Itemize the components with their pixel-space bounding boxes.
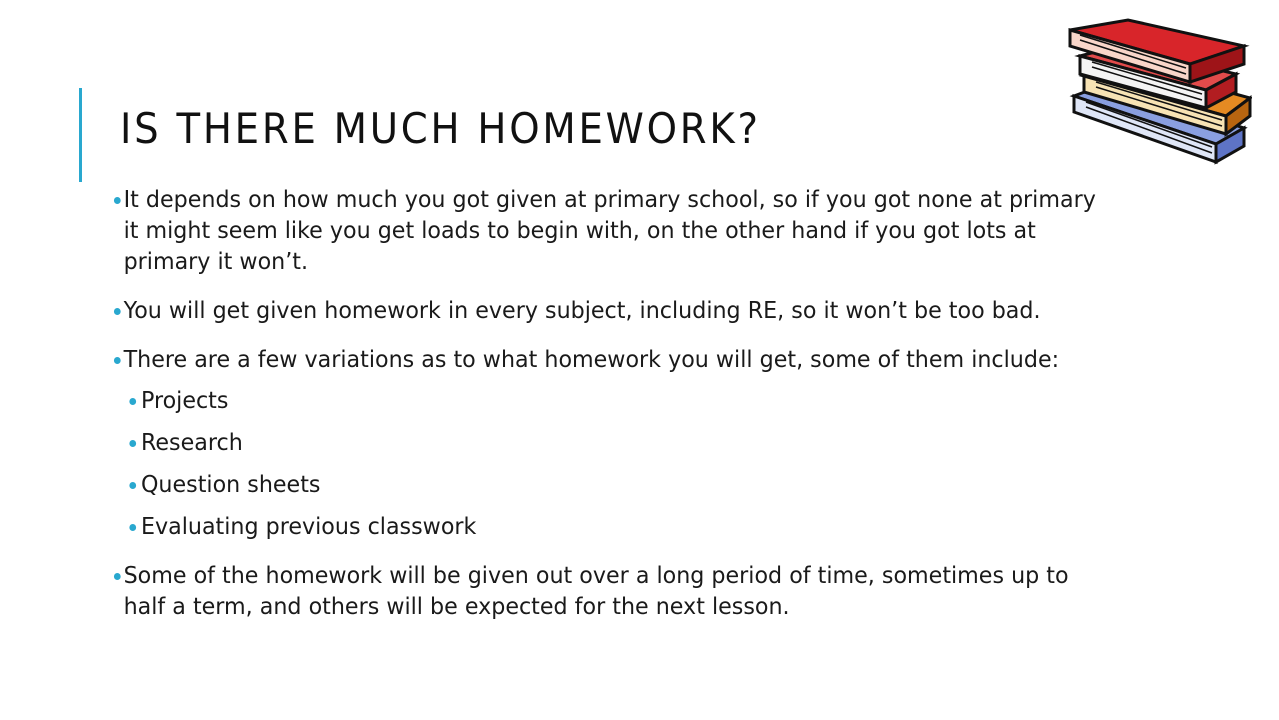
bullet-dot	[114, 197, 121, 204]
sub-bullet-text: Evaluating previous classwork	[140, 514, 477, 540]
slide-body	[112, 185, 1106, 623]
sub-bullet-text: Research	[140, 430, 243, 456]
books-stack-icon	[1066, 16, 1252, 178]
sub-bullet-item	[112, 386, 1106, 417]
bullet-dot	[129, 482, 136, 489]
bullet-dot	[129, 524, 136, 531]
slide-title: IS THERE MUCH HOMEWORK?	[120, 104, 761, 153]
sub-bullet-item	[112, 470, 1106, 501]
sub-bullet-item	[112, 512, 1106, 543]
bullet-text: Some of the homework will be given out over a long period of time, sometimes up to half a term, and others will be expected for the next lesson.	[123, 563, 1069, 620]
bullet-dot	[114, 573, 121, 580]
bullet-text: It depends on how much you got given at primary school, so if you got none at primary it might seem like you get loads to begin with, on the other hand if you got lots at primary it won’t.	[123, 187, 1096, 275]
bullet-item	[112, 296, 1106, 327]
bullet-item	[112, 185, 1106, 278]
bullet-dot	[114, 357, 121, 364]
bullet-text: There are a few variations as to what homework you will get, some of them include:	[123, 347, 1060, 373]
title-accent-bar	[79, 88, 82, 182]
bullet-dot	[129, 440, 136, 447]
bullet-text: You will get given homework in every subject, including RE, so it won’t be too bad.	[123, 298, 1041, 324]
sub-bullet-item	[112, 428, 1106, 459]
bullet-dot	[129, 398, 136, 405]
sub-bullet-text: Projects	[140, 388, 229, 414]
bullet-item	[112, 561, 1106, 623]
bullet-item	[112, 345, 1106, 376]
bullet-dot	[114, 308, 121, 315]
sub-bullet-text: Question sheets	[140, 472, 321, 498]
